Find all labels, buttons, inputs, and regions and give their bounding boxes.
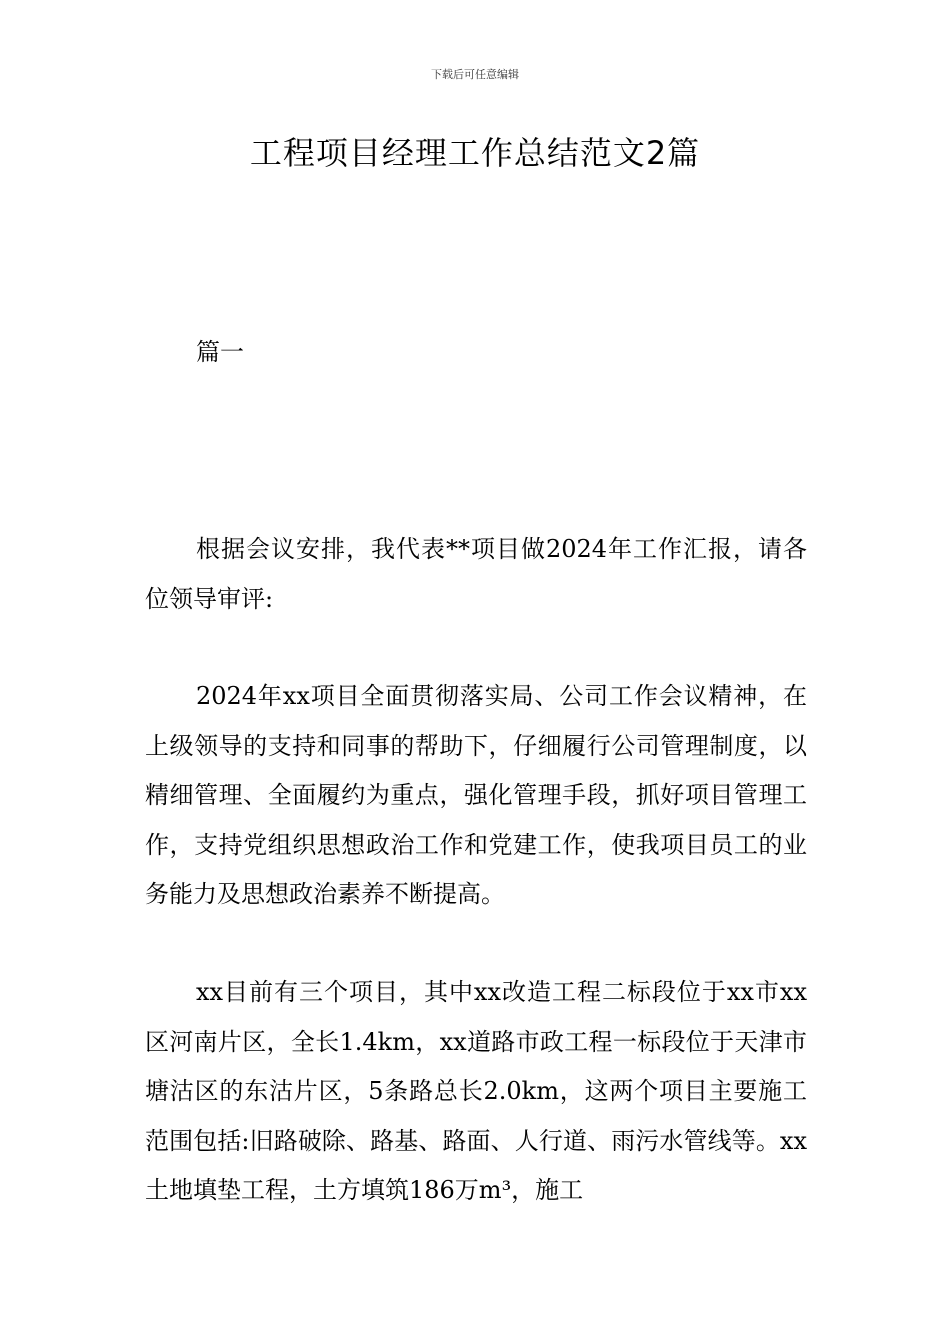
document-title: 工程项目经理工作总结范文2篇	[249, 134, 701, 172]
header-note: 下载后可任意编辑	[431, 68, 519, 81]
paragraph-summary: 2024年xx项目全面贯彻落实局、公司工作会议精神，在上级领导的支持和同事的帮助下，仔细履行公司管理制度，以精细管理、全面履约为重点，强化管理手段，抓好项目管理工作，支持党组织思想政治工作和党建工作，使我项目员工的业务能力及思想政治素养不断提高。	[145, 682, 807, 908]
section-label: 篇一	[196, 338, 244, 366]
paragraph-projects: xx目前有三个项目，其中xx改造工程二标段位于xx市xx区河南片区，全长1.4km，xx道路市政工程一标段位于天津市塘沽区的东沽片区，5条路总长2.0km，这两个项目主要施工范围包括:旧路破除、路基、路面、人行道、雨污水管线等。xx土地填垫工程，土方填筑186万m³，施工	[145, 978, 807, 1204]
paragraph-intro: 根据会议安排，我代表**项目做2024年工作汇报，请各位领导审评:	[145, 535, 807, 613]
